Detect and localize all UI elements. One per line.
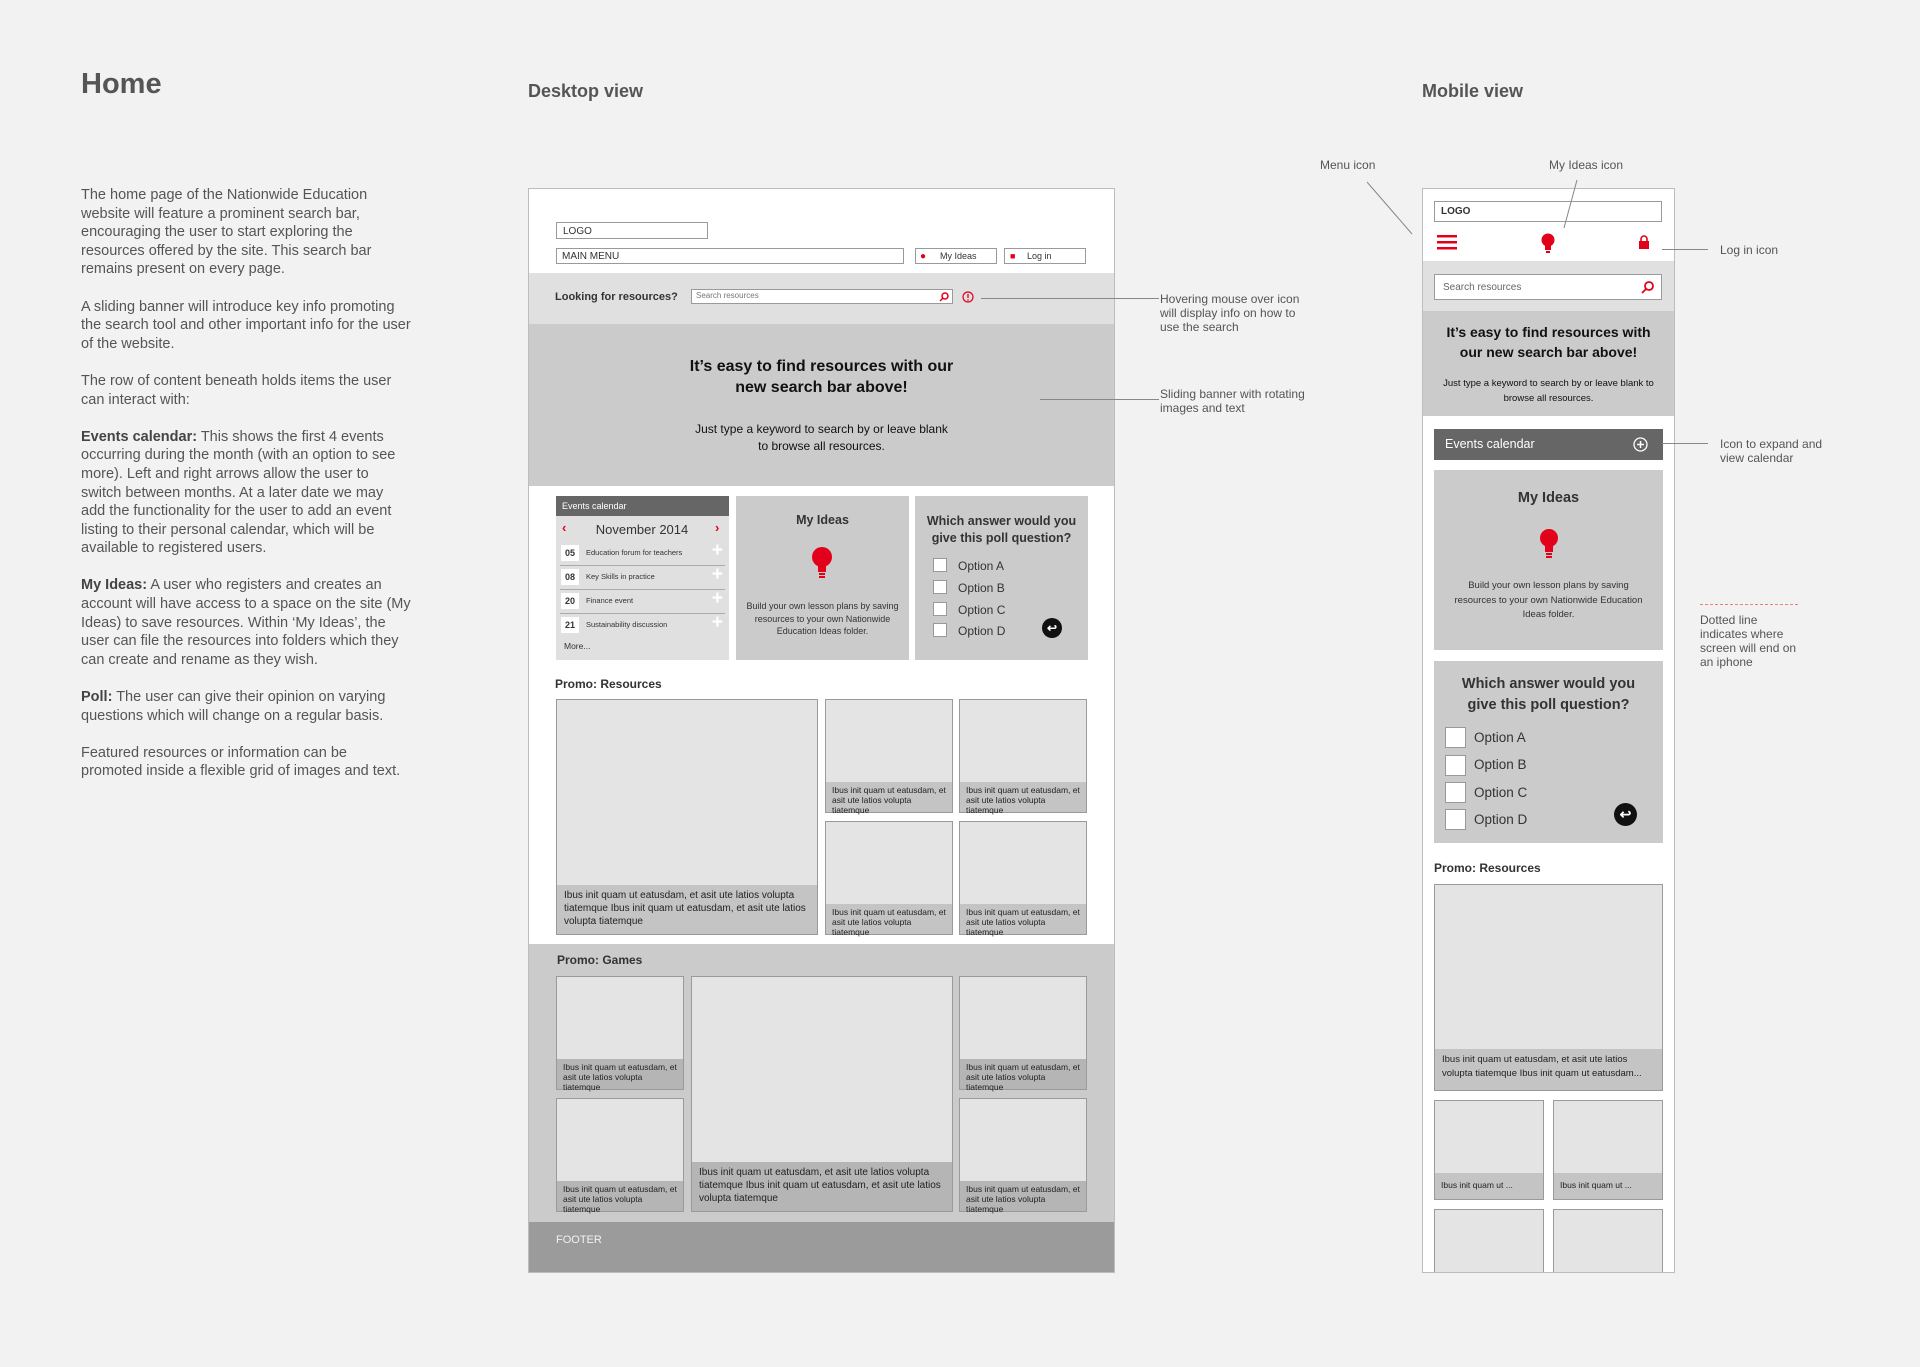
event-name: Finance event [586, 596, 634, 605]
desc-banner: A sliding banner will introduce key info promoting the search tool and other important info for the user of the website. [81, 298, 411, 352]
ideas-text: Build your own lesson plans by saving resources to your own Nationwide Education Ideas folder. [746, 601, 899, 636]
poll-checkbox[interactable] [1445, 755, 1466, 776]
mobile-search-input[interactable] [1434, 274, 1662, 300]
search-icon[interactable] [1641, 281, 1654, 294]
promo-caption: Ibus init quam ut eatusdam, et asit ute latios volupta tiatemque [960, 1181, 1086, 1211]
my-ideas-card[interactable] [736, 496, 909, 660]
mobile-ideas-title: My Ideas [1517, 490, 1580, 506]
dotted-line-sample [1700, 604, 1798, 605]
my-ideas-label: My Ideas [940, 251, 977, 261]
desc-row: The row of content beneath holds items the user can interact with: [81, 372, 392, 408]
promo-resources-tile[interactable] [959, 699, 1087, 813]
poll-question: Which answer would you give this poll question? [926, 514, 1077, 545]
event-item[interactable] [560, 566, 725, 590]
mobile-search-strip [1423, 261, 1674, 311]
event-name: Education forum for teachers [586, 548, 683, 557]
poll-option-label: Option B [958, 581, 1005, 595]
promo-caption: Ibus init quam ut eatusdam, et asit ute latios volupta tiatemque [960, 1059, 1086, 1089]
banner-text: Just type a keyword to search by or leave blank to browse all resources. [695, 422, 948, 453]
poll-checkbox[interactable] [933, 602, 947, 616]
promo-caption: Ibus init quam ut ... [1554, 1173, 1662, 1199]
mobile-banner-text: Just type a keyword to search by or leave blank to browse all resources. [1443, 378, 1654, 404]
promo-resources-tile[interactable] [825, 699, 953, 813]
mobile-promo-tile[interactable] [1434, 1100, 1544, 1200]
mobile-poll-question: Which answer would you give this poll question? [1461, 676, 1636, 713]
annotation-line [1040, 399, 1159, 400]
my-ideas-button[interactable] [915, 248, 997, 264]
event-name: Key Skills in practice [586, 572, 655, 581]
mobile-promo-tile[interactable] [1434, 1209, 1544, 1272]
mobile-promo-heading: Promo: Resources [1434, 861, 1541, 875]
annotation-line [981, 298, 1159, 299]
mobile-poll-card [1434, 661, 1663, 843]
poll-card [915, 496, 1088, 660]
mobile-events-bar[interactable] [1434, 429, 1663, 460]
lock-icon: ■ [1010, 251, 1016, 261]
desc-poll-title: Poll: [81, 689, 113, 706]
prev-month-icon[interactable]: ‹ [562, 520, 567, 535]
event-list [560, 542, 725, 637]
add-event-icon[interactable]: + [711, 588, 723, 609]
promo-games-heading: Promo: Games [557, 953, 643, 967]
expand-plus-icon[interactable] [1633, 437, 1648, 452]
submit-vote-icon[interactable]: ↩ [1042, 618, 1062, 638]
add-event-icon[interactable]: + [711, 564, 723, 585]
add-event-icon[interactable]: + [711, 612, 723, 633]
annotation-line [1662, 443, 1708, 444]
poll-checkbox[interactable] [933, 623, 947, 637]
login-icon-annotation: Log in icon [1720, 243, 1779, 257]
event-day: 08 [561, 569, 579, 585]
desc-intro: The home page of the Nationwide Education website will feature a prominent search bar, encouraging the user to start exploring the resources offered by the site. This search bar remains present on every page. [81, 187, 372, 278]
poll-checkbox[interactable] [933, 558, 947, 572]
events-header: Events calendar [556, 496, 729, 516]
event-day: 05 [561, 545, 579, 561]
page-title: Home [81, 68, 162, 100]
poll-option-label: Option A [1474, 730, 1526, 745]
desc-events-title: Events calendar: [81, 428, 198, 445]
ideas-icon-annotation: My Ideas icon [1549, 158, 1624, 172]
event-day: 21 [561, 617, 579, 633]
poll-option-label: Option D [1474, 812, 1528, 827]
mobile-view-heading: Mobile view [1422, 81, 1524, 101]
search-input[interactable] [691, 289, 953, 304]
annotation-line [1662, 249, 1708, 250]
promo-games-tile[interactable] [959, 976, 1087, 1090]
event-day: 20 [561, 593, 579, 609]
promo-games-large[interactable] [691, 976, 953, 1212]
promo-caption: Ibus init quam ut eatusdam, et asit ute latios volupta tiatemque [826, 782, 952, 812]
event-item[interactable] [560, 590, 725, 614]
promo-caption: Ibus init quam ut eatusdam, et asit ute latios volupta tiatemque [826, 904, 952, 934]
menu-icon[interactable] [1437, 234, 1457, 250]
promo-caption: Ibus init quam ut eatusdam, et asit ute latios volupta tiatemque [960, 904, 1086, 934]
event-item[interactable] [560, 614, 725, 637]
search-placeholder: Search resources [696, 291, 759, 300]
promo-games-tile[interactable] [556, 1098, 684, 1212]
banner-title: It’s easy to find resources with our new search bar above! [689, 358, 954, 396]
footer [529, 1222, 1114, 1272]
poll-checkbox[interactable] [1445, 782, 1466, 803]
promo-resources-heading: Promo: Resources [555, 677, 662, 691]
desc-featured: Featured resources or information can be promoted inside a flexible grid of images and text. [81, 744, 401, 780]
poll-checkbox[interactable] [933, 580, 947, 594]
page-description [81, 186, 411, 800]
mobile-banner-title: It’s easy to find resources with our new search bar above! [1446, 324, 1651, 360]
login-label: Log in [1027, 251, 1052, 261]
promo-resources-large[interactable] [556, 699, 818, 935]
mobile-ideas-text: Build your own lesson plans by saving resources to your own Nationwide Education Ideas folder. [1454, 580, 1643, 620]
promo-resources-tile[interactable] [959, 821, 1087, 935]
dotted-line-annotation: Dotted line indicates where screen will end on an iphone [1700, 613, 1797, 669]
mobile-search-placeholder: Search resources [1443, 282, 1522, 293]
desc-ideas [81, 576, 411, 669]
poll-checkbox[interactable] [1445, 727, 1466, 748]
desc-poll-text: The user can give their opinion on varying questions which will change on a regular basis. [81, 689, 386, 724]
desc-poll [81, 688, 411, 725]
mobile-promo-large[interactable] [1434, 884, 1663, 1091]
promo-caption: Ibus init quam ut eatusdam, et asit ute latios volupta tiatemque [557, 1181, 683, 1211]
annotation-line [1560, 178, 1580, 230]
event-item[interactable] [560, 542, 725, 566]
desc-ideas-title: My Ideas: [81, 577, 148, 594]
footer-label: FOOTER [556, 1234, 602, 1246]
main-menu[interactable]: MAIN MENU [556, 248, 904, 264]
expand-icon-annotation: Icon to expand and view calendar [1720, 437, 1823, 465]
mobile-events-label: Events calendar [1445, 437, 1535, 451]
poll-option-label: Option C [1474, 785, 1528, 800]
poll-checkbox[interactable] [1445, 809, 1466, 830]
desktop-wireframe [528, 188, 1115, 1273]
lightbulb-icon[interactable] [1541, 233, 1555, 254]
mobile-logo[interactable]: LOGO [1434, 201, 1662, 222]
events-calendar [556, 496, 729, 660]
promo-resources-tile[interactable] [825, 821, 953, 935]
submit-vote-icon[interactable]: ↩ [1614, 803, 1637, 826]
search-icon[interactable] [939, 292, 949, 302]
desc-events [81, 428, 411, 558]
mobile-promo-tile[interactable] [1553, 1209, 1663, 1272]
event-name: Sustainability discussion [586, 620, 668, 629]
ideas-title: My Ideas [796, 513, 849, 527]
mobile-promo-tile[interactable] [1553, 1100, 1663, 1200]
poll-option-label: Option C [958, 603, 1006, 617]
events-more-link[interactable]: More... [564, 641, 591, 651]
desktop-view-heading: Desktop view [528, 81, 644, 101]
promo-caption: Ibus init quam ut eatusdam, et asit ute latios volupta tiatemque [960, 782, 1086, 812]
annotation-line [1365, 180, 1415, 236]
poll-option-label: Option B [1474, 757, 1527, 772]
mobile-my-ideas-card[interactable] [1434, 470, 1663, 650]
promo-caption: Ibus init quam ut ... [1435, 1173, 1543, 1199]
login-button[interactable] [1004, 248, 1086, 264]
desc-events-text: This shows the first 4 events occurring during the month (with an option to see more). Left and right arrows allow the user to switch between months. At a later date we may add the functionality for the user to add an event listing to their personal calendar, which will be available to registered users. [81, 428, 396, 557]
mobile-banner[interactable] [1423, 311, 1674, 416]
lock-icon[interactable] [1638, 235, 1650, 249]
logo[interactable]: LOGO [556, 222, 708, 239]
promo-caption: Ibus init quam ut eatusdam, et asit ute latios volupta tiatemque Ibus init quam ut eatusdam, et asit ute latios volupta tiatemque [692, 1162, 952, 1211]
lightbulb-icon [1539, 528, 1559, 559]
info-icon[interactable] [962, 291, 974, 303]
next-month-icon[interactable]: › [715, 520, 720, 535]
hover-annotation: Hovering mouse over icon will display info on how to use the search [1160, 292, 1300, 334]
month-label: November 2014 [595, 522, 689, 537]
menu-icon-annotation: Menu icon [1320, 158, 1376, 172]
add-event-icon[interactable]: + [711, 540, 723, 561]
promo-caption: Ibus init quam ut eatusdam, et asit ute latios volupta tiatemque [557, 1059, 683, 1089]
promo-games-section [529, 944, 1114, 1222]
lightbulb-icon: ● [920, 251, 927, 262]
promo-caption: Ibus init quam ut eatusdam, et asit ute latios volupta tiatemque Ibus init quam ut eatusdam, et asit ute latios volupta tiatemque [557, 885, 817, 934]
promo-games-tile[interactable] [556, 976, 684, 1090]
desc-ideas-text: A user who registers and creates an account will have access to a space on the site (My Ideas) to save resources. Within ‘My Ideas’, the user can file the resources into folders which they can create and rename as they wish. [81, 577, 411, 668]
poll-option-label: Option A [958, 559, 1005, 573]
promo-caption: Ibus init quam ut eatusdam, et asit ute latios volupta tiatemque Ibus init quam ut eatusdam... [1435, 1049, 1662, 1090]
sliding-banner[interactable] [529, 324, 1114, 486]
mobile-wireframe [1422, 188, 1675, 1273]
banner-annotation: Sliding banner with rotating images and text [1160, 387, 1305, 415]
promo-games-tile[interactable] [959, 1098, 1087, 1212]
lightbulb-icon [811, 546, 833, 580]
poll-option-label: Option D [958, 624, 1006, 638]
search-label: Looking for resources? [555, 291, 678, 303]
